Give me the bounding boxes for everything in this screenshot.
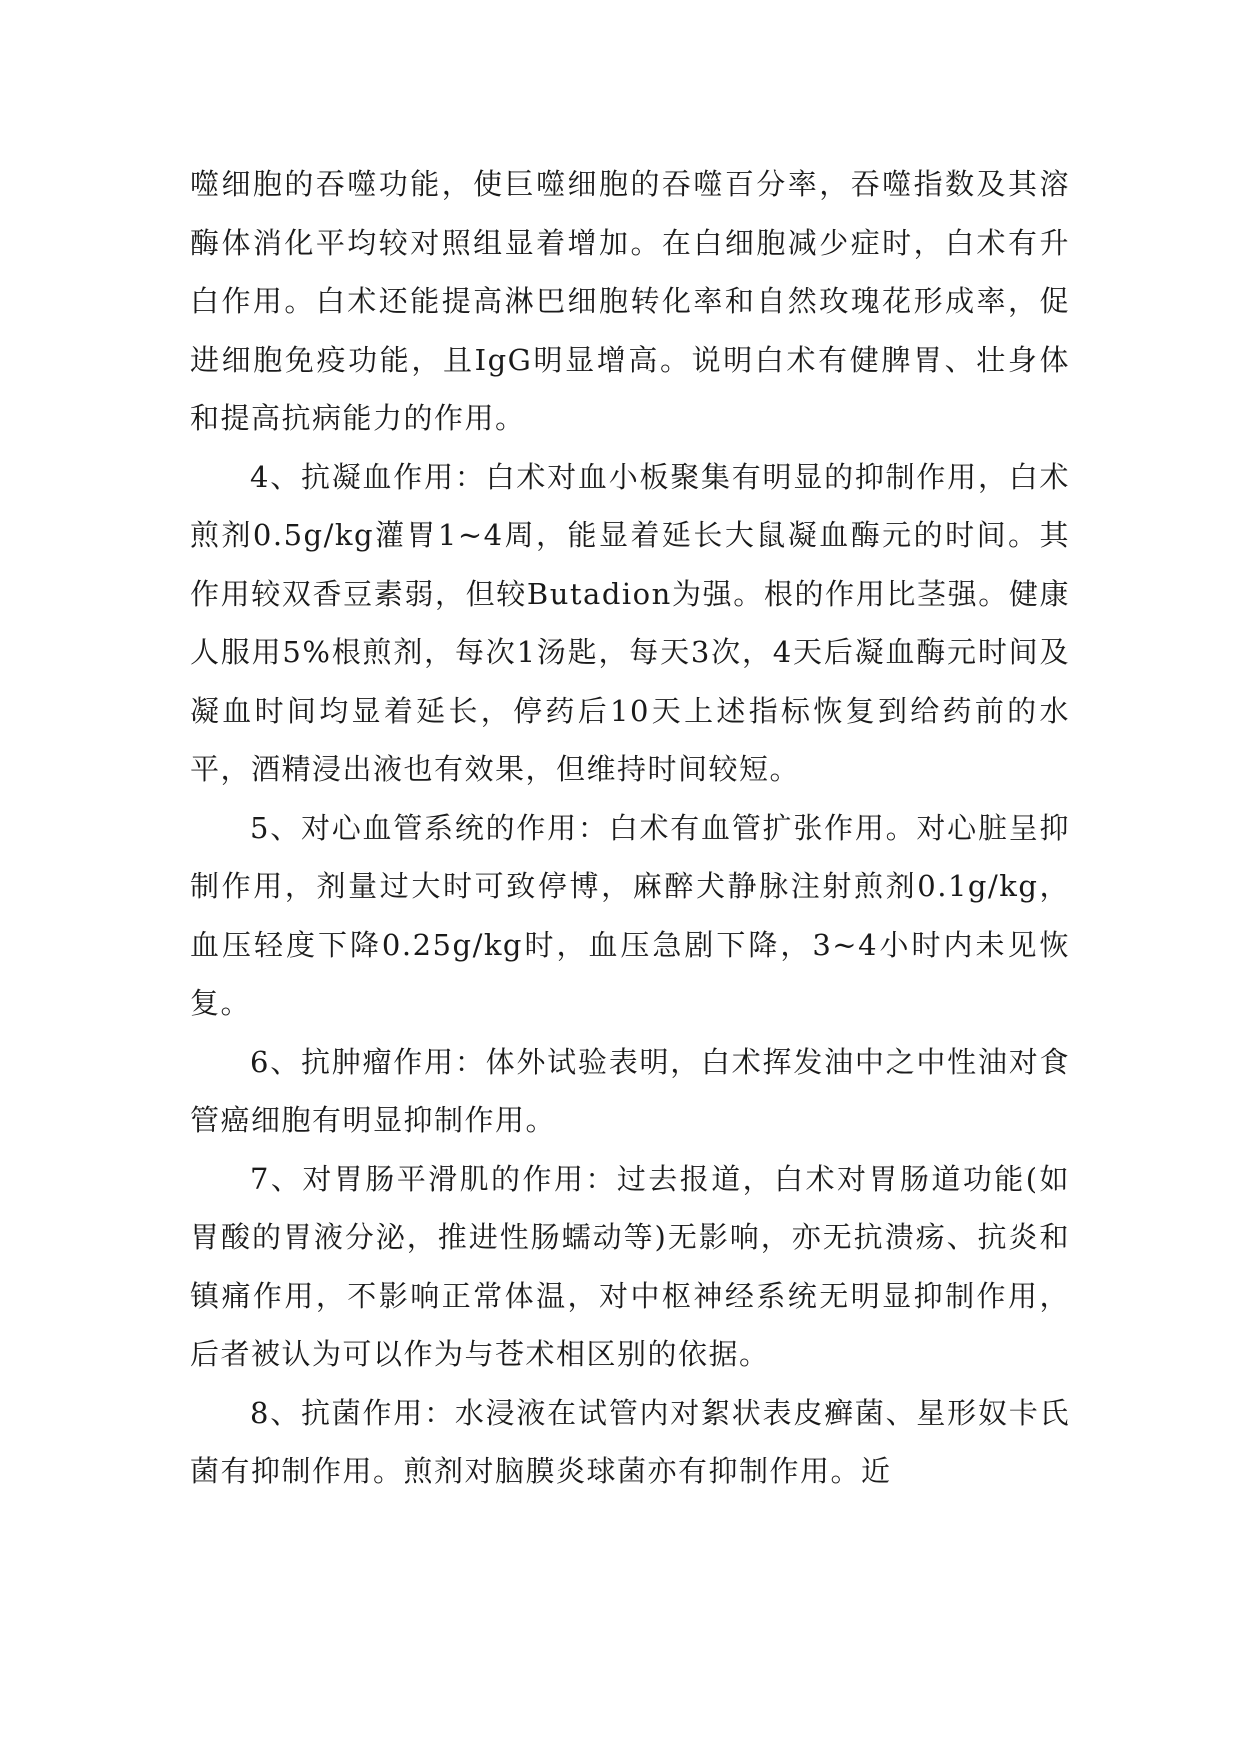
paragraph-phagocyte-continuation: 噬细胞的吞噬功能，使巨噬细胞的吞噬百分率，吞噬指数及其溶酶体消化平均较对照组显着增加。在白细胞减少症时，白术有升白作用。白术还能提高淋巴细胞转化率和自然玫瑰花形成率，促进细胞免疫功能，且IgG明显增高。说明白术有健脾胃、壮身体和提高抗病能力的作用。	[190, 167, 1070, 435]
paragraph-cardiovascular: 5、对心血管系统的作用：白术有血管扩张作用。对心脏呈抑制作用，剂量过大时可致停博，麻醉犬静脉注射煎剂0.1g/kg，血压轻度下降0.25g/kg时，血压急剧下降，3~4小时内未见恢复。	[190, 810, 1070, 1020]
paragraph-antibacterial: 8、抗菌作用：水浸液在试管内对絮状表皮癣菌、星形奴卡氏菌有抑制作用。煎剂对脑膜炎球菌亦有抑制作用。近	[190, 1395, 1070, 1488]
paragraph-antitumor: 6、抗肿瘤作用：体外试验表明，白术挥发油中之中性油对食管癌细胞有明显抑制作用。	[190, 1044, 1070, 1137]
document-body	[190, 155, 1070, 1501]
paragraph-anticoagulant: 4、抗凝血作用：白术对血小板聚集有明显的抑制作用，白术煎剂0.5g/kg灌胃1~4周，能显着延长大鼠凝血酶元的时间。其作用较双香豆素弱，但较Butadion为强。根的作用比茎强。健康人服用5%根煎剂，每次1汤匙，每天3次，4天后凝血酶元时间及凝血时间均显着延长，停药后10天上述指标恢复到给药前的水平，酒精浸出液也有效果，但维持时间较短。	[190, 459, 1070, 786]
paragraph-gastrointestinal: 7、对胃肠平滑肌的作用：过去报道，白术对胃肠道功能(如胃酸的胃液分泌，推进性肠蠕动等)无影响，亦无抗溃疡、抗炎和镇痛作用，不影响正常体温，对中枢神经系统无明显抑制作用，后者被认为可以作为与苍术相区别的依据。	[190, 1161, 1070, 1371]
